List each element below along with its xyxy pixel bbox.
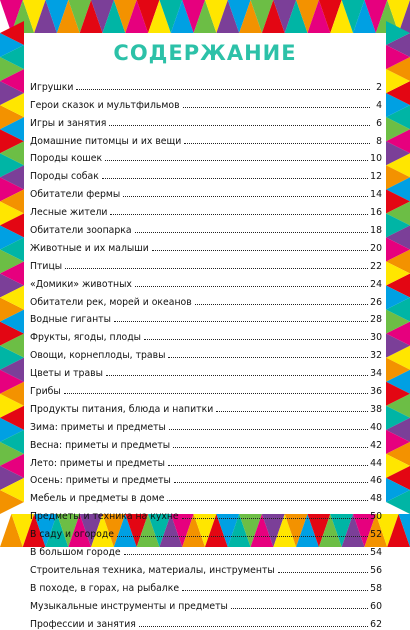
table-of-contents [30,75,382,630]
dot-leader [173,446,368,448]
toc-entry [30,504,382,522]
toc-entry [30,218,382,236]
toc-entry-page: 26 [370,296,382,308]
toc-entry-title: «Домики» животных [30,278,132,290]
toc-entry-page: 40 [370,421,382,433]
toc-entry-title: Лето: приметы и предметы [30,457,165,469]
toc-entry-title: Профессии и занятия [30,618,136,630]
toc-entry-title: Игры и занятия [30,117,107,129]
toc-entry [30,182,382,200]
toc-entry [30,290,382,308]
toc-entry-page: 28 [370,314,382,326]
toc-entry-title: Породы собак [30,171,99,183]
toc-entry-page: 58 [370,582,382,594]
dot-leader [76,88,370,90]
toc-entry-page: 30 [370,332,382,344]
dot-leader [106,374,368,376]
toc-entry-title: Обитатели рек, морей и океанов [30,296,192,308]
toc-entry [30,343,382,361]
toc-entry-title: В большом городе [30,547,121,559]
toc-entry-title: Зима: приметы и предметы [30,421,166,433]
toc-entry-title: Породы кошек [30,153,103,165]
dot-leader [278,571,368,573]
toc-entry-title: Продукты питания, блюда и напитки [30,403,214,415]
toc-entry-page: 22 [370,260,382,272]
toc-entry [30,397,382,415]
toc-entry-page: 18 [370,225,382,237]
toc-entry-page: 50 [370,511,382,523]
toc-entry-page: 52 [370,529,382,541]
toc-entry [30,111,382,129]
toc-entry-title: Строительная техника, материалы, инструменты [30,564,275,576]
toc-entry [30,164,382,182]
toc-entry [30,200,382,218]
toc-entry-page: 24 [370,278,382,290]
dot-leader [135,231,369,233]
toc-entry [30,93,382,111]
toc-entry-page: 54 [370,547,382,559]
toc-entry [30,612,382,630]
toc-entry [30,379,382,397]
dot-leader [135,285,368,287]
dot-leader [183,106,370,108]
toc-entry-title: Домашние питомцы и их вещи [30,135,182,147]
toc-entry [30,236,382,254]
toc-entry-title: Осень: приметы и предметы [30,475,171,487]
toc-entry-title: Цветы и травы [30,368,103,380]
toc-entry-title: Игрушки [30,81,74,93]
dot-leader [168,356,368,358]
dot-leader [114,320,368,322]
toc-entry-page: 42 [370,439,382,451]
toc-entry-title: Музыкальные инструменты и предметы [30,600,228,612]
toc-entry-title: Птицы [30,260,63,272]
toc-entry-title: Водные гиганты [30,314,111,326]
toc-entry [30,325,382,343]
toc-entry-page: 12 [370,171,382,183]
toc-entry [30,451,382,469]
toc-entry-page: 48 [370,493,382,505]
dot-leader [117,535,368,537]
toc-entry-title: Обитатели зоопарка [30,225,132,237]
dot-leader [102,177,368,179]
dot-leader [168,464,368,466]
toc-entry [30,272,382,290]
toc-entry-title: Предметы и техника на кухне [30,511,179,523]
dot-leader [65,267,368,269]
toc-entry [30,594,382,612]
dot-leader [195,303,368,305]
toc-entry-page: 4 [376,99,382,111]
toc-entry-page: 60 [370,600,382,612]
dot-leader [184,142,370,144]
toc-entry-title: Овощи, корнеплоды, травы [30,350,166,362]
contents-page [24,33,386,630]
toc-entry [30,129,382,147]
toc-entry [30,308,382,326]
toc-entry-title: Животные и их малыши [30,242,149,254]
dot-leader [105,159,368,161]
toc-entry [30,540,382,558]
toc-entry-title: Фрукты, ягоды, плоды [30,332,142,344]
dot-leader [231,607,368,609]
dot-leader [216,410,368,412]
toc-entry [30,469,382,487]
toc-entry [30,361,382,379]
toc-entry-page: 6 [376,117,382,129]
dot-leader [124,553,369,555]
toc-entry [30,486,382,504]
page-title: СОДЕРЖАНИЕ [113,41,297,65]
toc-entry-page: 36 [370,386,382,398]
toc-entry-page: 62 [370,618,382,630]
toc-entry [30,522,382,540]
toc-entry-page: 10 [370,153,382,165]
toc-entry-page: 44 [370,457,382,469]
toc-entry-title: В саду и огороде [30,529,115,541]
toc-entry-page: 32 [370,350,382,362]
dot-leader [110,213,368,215]
dot-leader [182,589,368,591]
toc-entry-page: 56 [370,564,382,576]
toc-entry-page: 2 [376,81,382,93]
toc-entry [30,415,382,433]
toc-entry-title: Герои сказок и мультфильмов [30,99,180,111]
dot-leader [152,249,368,251]
toc-entry-page: 8 [376,135,382,147]
toc-entry-page: 14 [370,189,382,201]
toc-entry-title: Мебель и предметы в доме [30,493,165,505]
toc-entry-page: 34 [370,368,382,380]
toc-entry-title: Лесные жители [30,207,108,219]
toc-entry-title: В походе, в горах, на рыбалке [30,582,180,594]
dot-leader [139,625,368,627]
dot-leader [169,428,368,430]
dot-leader [167,499,368,501]
toc-entry-title: Обитатели фермы [30,189,121,201]
toc-entry [30,558,382,576]
dot-leader [64,392,368,394]
toc-entry-page: 46 [370,475,382,487]
toc-entry [30,576,382,594]
toc-entry-title: Весна: приметы и предметы [30,439,171,451]
toc-entry-page: 38 [370,403,382,415]
dot-leader [123,195,368,197]
toc-entry-title: Грибы [30,386,61,398]
toc-entry [30,147,382,165]
dot-leader [144,338,368,340]
toc-entry [30,75,382,93]
toc-entry-page: 20 [370,242,382,254]
dot-leader [182,517,369,519]
toc-entry-page: 16 [370,207,382,219]
toc-entry [30,433,382,451]
dot-leader [174,481,368,483]
toc-entry [30,254,382,272]
dot-leader [109,124,370,126]
